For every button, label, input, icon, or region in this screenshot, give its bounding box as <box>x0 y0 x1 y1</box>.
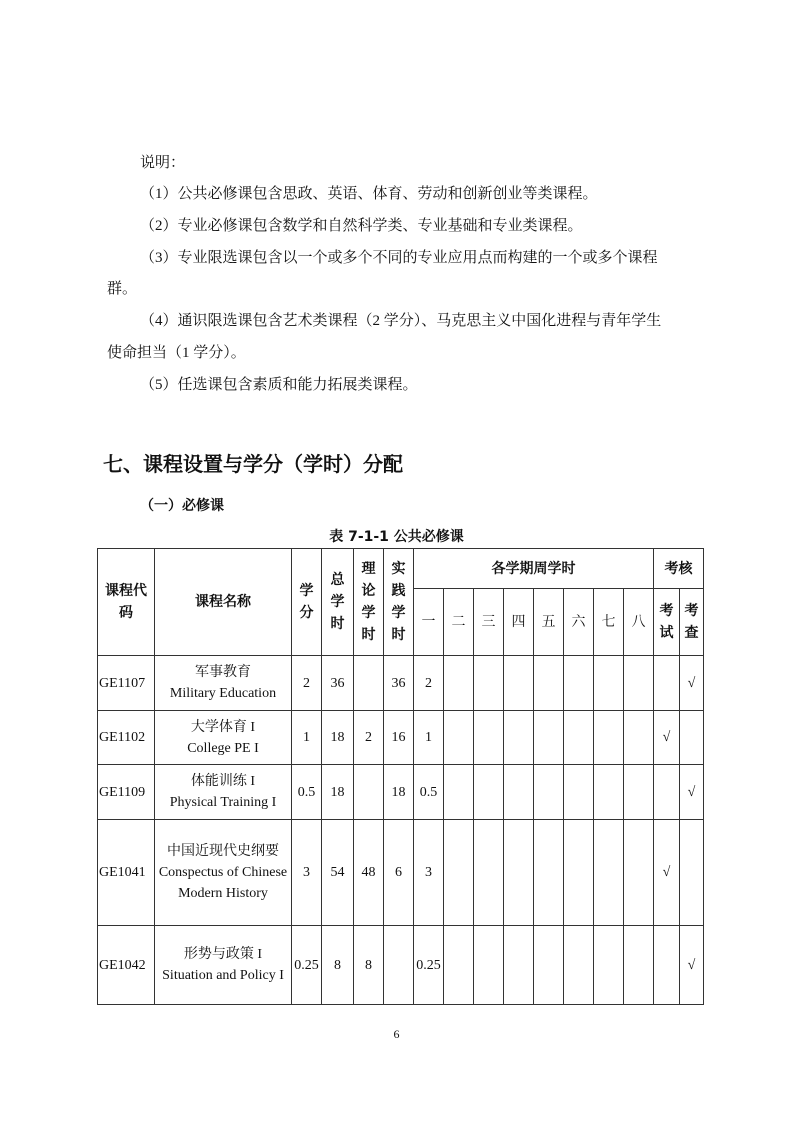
note-2: （2）专业必修课包含数学和自然科学类、专业基础和专业类课程。 <box>140 218 583 234</box>
semester-2-hours <box>444 926 474 1005</box>
semester-5-hours <box>534 656 564 711</box>
course-name-en: Situation and Policy I <box>162 968 284 983</box>
note-1: （1）公共必修课包含思政、英语、体育、劳动和创新创业等类课程。 <box>140 186 598 202</box>
practice-hours: 16 <box>384 711 414 765</box>
semester-8-hours <box>624 656 654 711</box>
semester-3-hours <box>474 765 504 820</box>
semester-7-hours <box>594 926 624 1005</box>
header-exam: 考试 <box>654 589 680 656</box>
course-table <box>97 548 704 1005</box>
semester-6-hours <box>564 656 594 711</box>
course-code: GE1041 <box>98 820 155 926</box>
semester-1-hours: 0.25 <box>414 926 444 1005</box>
course-name-cn: 体能训练 I <box>190 774 256 789</box>
header-theory-hours: 理论学时 <box>354 549 384 656</box>
table-row <box>98 656 704 711</box>
total-hours: 18 <box>322 711 354 765</box>
table-row <box>98 711 704 765</box>
semester-1-hours: 2 <box>414 656 444 711</box>
total-hours: 54 <box>322 820 354 926</box>
semester-1-hours: 0.5 <box>414 765 444 820</box>
semester-3-hours <box>474 656 504 711</box>
course-code: GE1109 <box>98 765 155 820</box>
semester-6-hours <box>564 926 594 1005</box>
course-name <box>155 820 292 926</box>
header-name: 课程名称 <box>155 549 292 656</box>
total-hours: 36 <box>322 656 354 711</box>
check-mark <box>680 711 704 765</box>
course-name <box>155 711 292 765</box>
semester-6-hours <box>564 711 594 765</box>
credits: 2 <box>292 656 322 711</box>
note-3: （3）专业限选课包含以一个或多个不同的专业应用点而构建的一个或多个课程 <box>140 250 658 266</box>
semester-4-hours <box>504 711 534 765</box>
note-5: （5）任选课包含素质和能力拓展类课程。 <box>140 377 418 393</box>
note-3-cont: 群。 <box>107 281 138 297</box>
note-4: （4）通识限选课包含艺术类课程（2 学分）、马克思主义中国化进程与青年学生 <box>140 313 662 329</box>
theory-hours <box>354 765 384 820</box>
course-name <box>155 765 292 820</box>
header-assessment-group: 考核 <box>654 549 704 589</box>
semester-3-hours <box>474 711 504 765</box>
semester-4-hours <box>504 656 534 711</box>
theory-hours: 2 <box>354 711 384 765</box>
header-sem-6: 六 <box>564 589 594 656</box>
course-name-en: Military Education <box>169 686 277 701</box>
practice-hours: 36 <box>384 656 414 711</box>
course-name-en: College PE I <box>187 740 259 756</box>
theory-hours: 48 <box>354 820 384 926</box>
header-sem-7: 七 <box>594 589 624 656</box>
header-sem-2: 二 <box>444 589 474 656</box>
practice-hours <box>384 926 414 1005</box>
header-sem-8: 八 <box>624 589 654 656</box>
course-name-cn: 大学体育 I <box>190 719 256 735</box>
semester-2-hours <box>444 656 474 711</box>
check-mark: √ <box>680 926 704 1005</box>
semester-1-hours: 1 <box>414 711 444 765</box>
semester-7-hours <box>594 820 624 926</box>
table-caption: 表 7-1-1 公共必修课 <box>329 529 464 545</box>
table-row <box>98 926 704 1005</box>
header-sem-4: 四 <box>504 589 534 656</box>
total-hours: 18 <box>322 765 354 820</box>
semester-5-hours <box>534 926 564 1005</box>
credits: 1 <box>292 711 322 765</box>
practice-hours: 6 <box>384 820 414 926</box>
header-credits: 学分 <box>292 549 322 656</box>
header-semester-group: 各学期周学时 <box>414 549 654 589</box>
semester-3-hours <box>474 926 504 1005</box>
semester-7-hours <box>594 711 624 765</box>
note-4-cont: 使命担当（1 学分）。 <box>107 345 246 361</box>
course-code: GE1102 <box>98 711 155 765</box>
course-name-cn: 形势与政策 I <box>183 947 263 962</box>
header-check: 考查 <box>680 589 704 656</box>
course-code: GE1042 <box>98 926 155 1005</box>
exam-mark <box>654 656 680 711</box>
credits: 3 <box>292 820 322 926</box>
course-name-cn: 中国近现代史纲要 <box>167 844 279 859</box>
semester-8-hours <box>624 711 654 765</box>
semester-8-hours <box>624 820 654 926</box>
semester-5-hours <box>534 765 564 820</box>
semester-2-hours <box>444 765 474 820</box>
course-name-en: Conspectus of Chinese Modern History <box>158 865 288 901</box>
section-title: 七、课程设置与学分（学时）分配 <box>103 452 403 476</box>
course-name <box>155 656 292 711</box>
exam-mark: √ <box>654 711 680 765</box>
exam-mark <box>654 765 680 820</box>
exam-mark: √ <box>654 820 680 926</box>
theory-hours <box>354 656 384 711</box>
check-mark <box>680 820 704 926</box>
semester-6-hours <box>564 765 594 820</box>
semester-5-hours <box>534 820 564 926</box>
semester-5-hours <box>534 711 564 765</box>
course-name <box>155 926 292 1005</box>
semester-4-hours <box>504 926 534 1005</box>
credits: 0.5 <box>292 765 322 820</box>
header-practice-hours: 实践学时 <box>384 549 414 656</box>
practice-hours: 18 <box>384 765 414 820</box>
semester-2-hours <box>444 711 474 765</box>
semester-1-hours: 3 <box>414 820 444 926</box>
semester-8-hours <box>624 926 654 1005</box>
semester-2-hours <box>444 820 474 926</box>
notes-heading: 说明： <box>140 155 186 171</box>
header-code: 课程代码 <box>98 549 155 656</box>
course-name-cn: 军事教育 <box>195 665 251 680</box>
semester-3-hours <box>474 820 504 926</box>
page-number: 6 <box>393 1027 400 1041</box>
exam-mark <box>654 926 680 1005</box>
course-name-en: Physical Training I <box>169 795 277 810</box>
semester-8-hours <box>624 765 654 820</box>
header-sem-1: 一 <box>414 589 444 656</box>
header-total-hours: 总学时 <box>322 549 354 656</box>
subsection-title: （一）必修课 <box>140 498 224 514</box>
semester-4-hours <box>504 765 534 820</box>
table-row <box>98 820 704 926</box>
table-row <box>98 765 704 820</box>
header-sem-5: 五 <box>534 589 564 656</box>
semester-7-hours <box>594 765 624 820</box>
semester-7-hours <box>594 656 624 711</box>
credits: 0.25 <box>292 926 322 1005</box>
total-hours: 8 <box>322 926 354 1005</box>
semester-6-hours <box>564 820 594 926</box>
course-code: GE1107 <box>98 656 155 711</box>
semester-4-hours <box>504 820 534 926</box>
header-sem-3: 三 <box>474 589 504 656</box>
check-mark: √ <box>680 765 704 820</box>
check-mark: √ <box>680 656 704 711</box>
theory-hours: 8 <box>354 926 384 1005</box>
